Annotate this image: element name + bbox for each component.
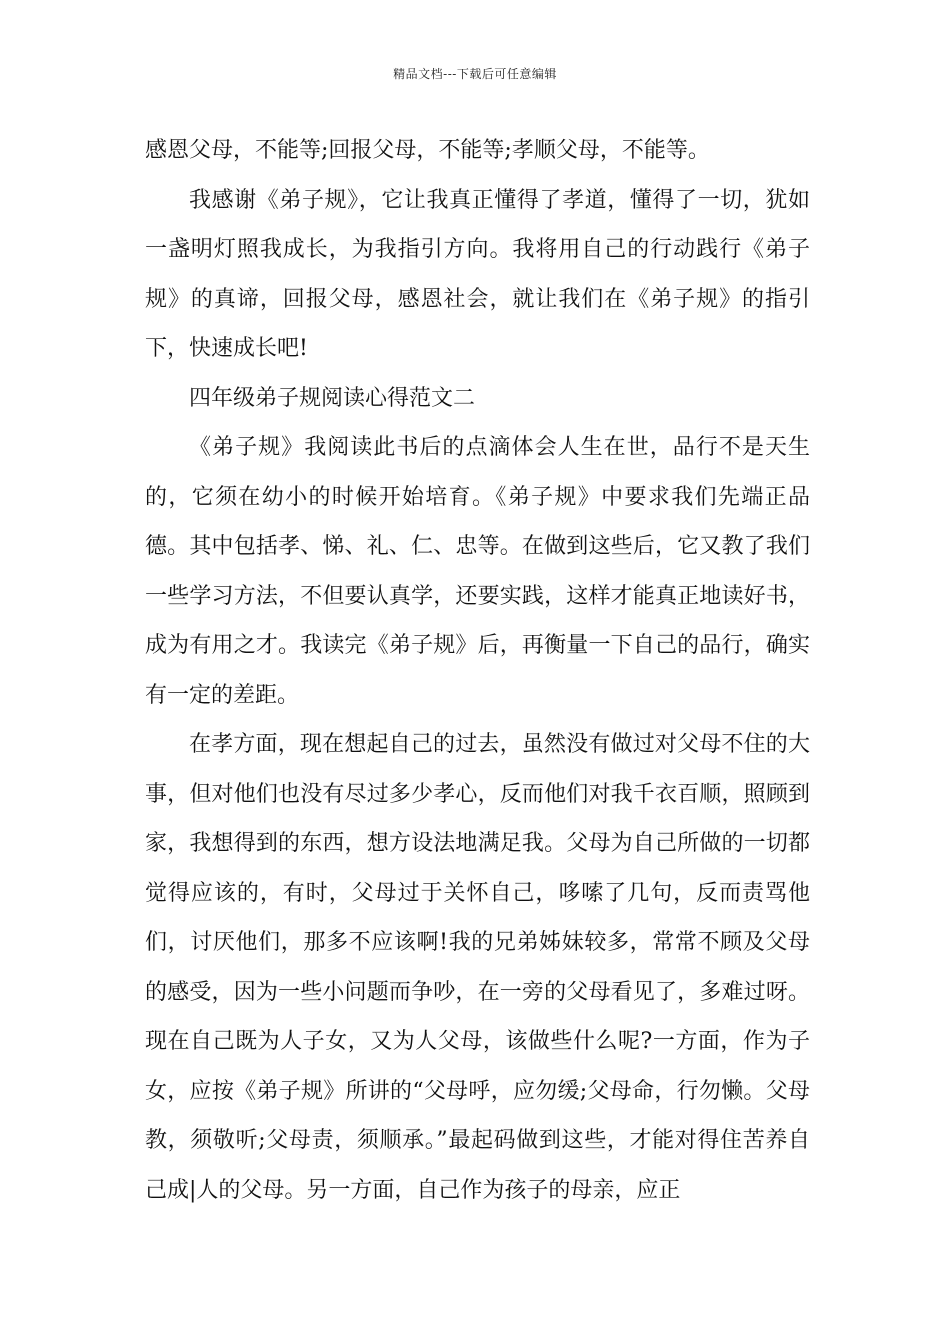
paragraph-4: 在孝方面，现在想起自己的过去，虽然没有做过对父母不住的大事，但对他们也没有尽过多少孝心，反而他们对我千衣百顺，照顾到家，我想得到的东西，想方设法地满足我。父母为自己所做的一切都觉得应该的，有时，父母过于关怀自己，哆嗦了几句，反而责骂他们，讨厌他们，那多不应该啊!我的兄弟姊妹较多，常常不顾及父母的感受，因为一些小问题而争吵，在一旁的父母看见了，多难过呀。现在自己既为人子女，又为人父母，该做些什么呢?一方面，作为子女，应按《弟子规》所讲的“父母呼，应勿缓;父母命，行勿懒。父母教，须敬听;父母责，须顺承。”最起码做到这些，才能对得住苦养自己成|人的父母。另一方面，自己作为孩子的母亲，应正	[145, 732, 810, 1203]
paragraph-3: 《弟子规》我阅读此书后的点滴体会人生在世，品行不是天生的，它须在幼小的时候开始培育。《弟子规》中要求我们先端正品德。其中包括孝、悌、礼、仁、忠等。在做到这些后，它又教了我们一些学习方法，不但要认真学，还要实践，这样才能真正地读好书，成为有用之才。我读完《弟子规》后，再衡量一下自己的品行，确实有一定的差距。	[145, 435, 810, 708]
page-header: 精品文档---下载后可任意编辑	[393, 67, 557, 81]
paragraph-1: 感恩父母，不能等;回报父母，不能等;孝顺父母，不能等。	[145, 138, 710, 163]
section-heading: 四年级弟子规阅读心得范文二	[189, 385, 476, 411]
document-body	[145, 126, 810, 1215]
paragraph-2: 我感谢《弟子规》，它让我真正懂得了孝道，懂得了一切，犹如一盏明灯照我成长，为我指引方向。我将用自己的行动践行《弟子规》的真谛，回报父母，感恩社会，就让我们在《弟子规》的指引下，快速成长吧!	[145, 187, 810, 361]
